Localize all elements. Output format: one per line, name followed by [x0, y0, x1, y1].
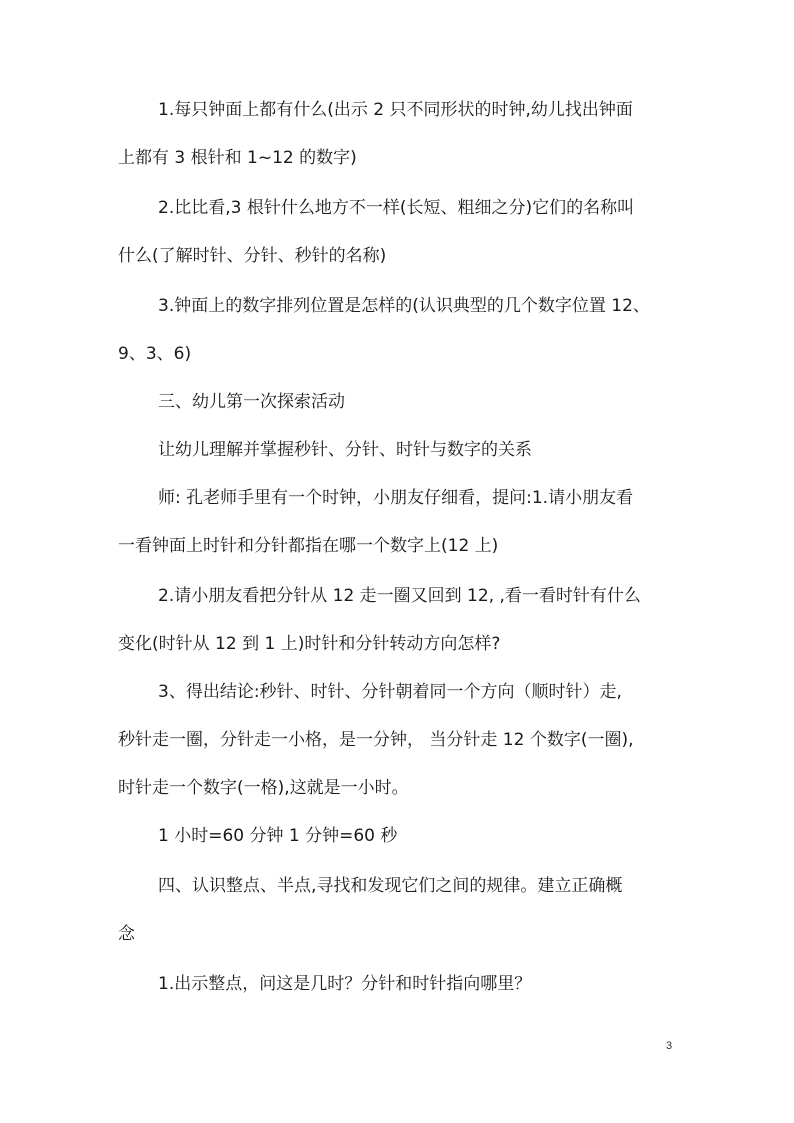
section-heading: 四、认识整点、半点,寻找和发现它们之间的规律。建立正确概 [158, 876, 623, 896]
paragraph-line: 1.出示整点，问这是几时？分针和时针指向哪里？ [158, 974, 532, 994]
paragraph-line: 3、得出结论:秒针、时针、分针朝着同一个方向（顺时针）走, [158, 682, 622, 702]
paragraph-line: 一看钟面上时针和分针都指在哪一个数字上(12 上) [118, 536, 499, 556]
paragraph-line: 1.每只钟面上都有什么(出示 2 只不同形状的时钟,幼儿找出钟面 [158, 100, 633, 120]
section-heading: 三、幼儿第一次探索活动 [158, 392, 345, 412]
paragraph-line: 2.比比看,3 根针什么地方不一样(长短、粗细之分)它们的名称叫 [158, 198, 635, 218]
paragraph-line: 上都有 3 根针和 1~12 的数字) [118, 148, 357, 168]
paragraph-line: 念 [118, 924, 135, 944]
paragraph-line: 让幼儿理解并掌握秒针、分针、时针与数字的关系 [158, 440, 532, 460]
paragraph-line: 什么(了解时针、分针、秒针的名称) [118, 246, 387, 266]
paragraph-line: 1 小时=60 分钟 1 分钟=60 秒 [158, 826, 398, 846]
paragraph-line: 秒针走一圈，分针走一小格，是一分钟， 当分针走 12 个数字(一圈), [118, 730, 634, 750]
paragraph-line: 变化(时针从 12 到 1 上)时针和分针转动方向怎样? [118, 634, 501, 654]
paragraph-line: 时针走一个数字(一格),这就是一小时。 [118, 778, 409, 798]
paragraph-line: 3.钟面上的数字排列位置是怎样的(认识典型的几个数字位置 12、 [158, 296, 650, 316]
paragraph-line: 师: 孔老师手里有一个时钟，小朋友仔细看，提问:1.请小朋友看 [158, 488, 634, 508]
paragraph-line: 2.请小朋友看把分针从 12 走一圈又回到 12, ,看一看时针有什么 [158, 586, 641, 606]
page-number: 3 [666, 1040, 673, 1052]
paragraph-line: 9、3、6) [118, 344, 192, 364]
